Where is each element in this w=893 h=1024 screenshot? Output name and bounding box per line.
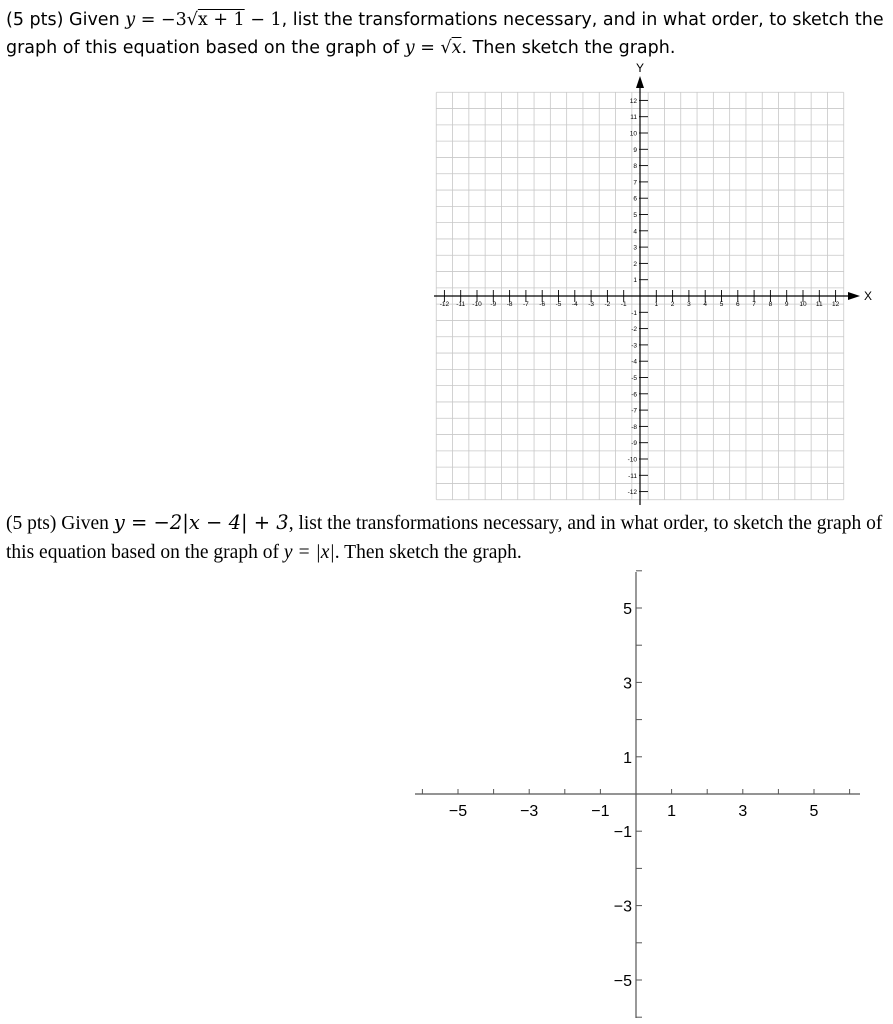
graph-1-y-tick-label: -8 — [631, 423, 637, 431]
graph-1-x-tick-label: -11 — [456, 301, 466, 308]
q2-text-a: , list the transformations necessary, and in what order, to sketch the graph of this equation based on the graph of — [6, 513, 883, 563]
graph-1-y-tick-label: -2 — [631, 326, 637, 334]
graph-2-x-tick-label: −3 — [520, 803, 539, 820]
q1-parent-radicand: x — [451, 38, 462, 58]
graph-1-x-tick-label: 5 — [719, 301, 724, 308]
graph-1-x-tick-label: -2 — [604, 301, 611, 308]
graph-1-y-tick-label: 8 — [633, 163, 637, 171]
q1-text-b: . Then sketch the graph. — [461, 38, 676, 58]
graph-1-y-tick-label: 1 — [633, 277, 637, 285]
q1-points: (5 pts) — [6, 10, 64, 30]
graph-1-x-tick-label: 8 — [768, 301, 773, 308]
q2-given-word: Given — [61, 513, 109, 534]
graph-1-x-tick-label: -5 — [555, 301, 562, 308]
graph-2-y-tick-label: −3 — [613, 898, 632, 916]
graph-1-x-tick-label: 3 — [687, 301, 691, 308]
graph-1-y-tick-label: -10 — [627, 456, 637, 464]
graph-1-x-tick-label: -9 — [490, 301, 497, 308]
graph-2-y-tick-label: −1 — [613, 824, 632, 842]
graph-1-x-tick-label: -3 — [588, 301, 594, 308]
graph-2-y-tick-label: −5 — [613, 973, 632, 990]
graph-1-x-tick-label: 2 — [670, 301, 675, 308]
graph-1-y-tick-label: -1 — [631, 309, 637, 317]
graph-1-y-tick-label: 9 — [633, 146, 637, 154]
graph-1-y-tick-label: 2 — [633, 260, 637, 268]
graph-1-x-tick-label: 12 — [831, 301, 840, 308]
graph-1-x-tick-label: 9 — [784, 301, 789, 308]
graph-1-y-tick-label: 10 — [629, 130, 637, 138]
x-axis-arrow-icon — [848, 292, 860, 300]
graph-2-y-tick-label: 5 — [623, 601, 632, 618]
graph-2-x-tick-label: −5 — [448, 803, 468, 820]
q1-given-word: Given — [69, 10, 120, 30]
graph-2-x-tick-label: 5 — [809, 803, 819, 820]
graph-1-y-tick-label: -5 — [631, 375, 637, 382]
sqrt-symbol-icon: √ — [186, 10, 198, 30]
graph-1-y-axis-name: Y — [636, 61, 645, 75]
graph-2-y-tick-label: 3 — [623, 675, 632, 693]
graph-1-x-tick-label: 7 — [752, 301, 756, 308]
graph-1-y-tick-label: -3 — [631, 342, 637, 350]
graph-1-x-tick-label: -7 — [523, 301, 529, 308]
graph-1-x-tick-label: -4 — [571, 301, 578, 308]
q1-eq-coef: = −3 — [135, 10, 187, 30]
graph-1-y-tick-label: -11 — [628, 472, 637, 480]
graph-1-y-tick-label: -12 — [627, 489, 637, 497]
q2-equation: y = −2|x − 4| + 3 — [113, 511, 289, 534]
graph-1-y-tick-label: 4 — [633, 228, 637, 236]
graph-1-x-axis-name: X — [864, 289, 873, 303]
graph-1-y-tick-label: 11 — [630, 114, 637, 122]
q2-points: (5 pts) — [6, 513, 57, 534]
q2-parent-function: y = |x| — [283, 542, 335, 563]
graph-1-y-tick-label: -7 — [631, 407, 637, 415]
graph-1-y-tick-label: 5 — [633, 212, 637, 219]
graph-1-x-tick-label: 1 — [654, 301, 659, 308]
graph-1-axes — [434, 61, 872, 505]
graph-1-y-tick-label: 3 — [633, 244, 637, 252]
q1-text-a: , list the transformations necessary, and in what order, to sketch the graph of this equation based on the graph of — [6, 10, 884, 58]
q1-eq-radicand: x + 1 — [197, 10, 245, 30]
graph-1-y-tick-label: -6 — [631, 391, 637, 399]
graph-1-y-tick-label: 12 — [629, 97, 637, 105]
graph-2-x-tick-label: 1 — [667, 803, 677, 820]
y-axis-arrow-icon — [636, 76, 644, 88]
graph-1-y-tick-label: -4 — [631, 358, 637, 366]
graph-1-y-tick-label: 7 — [633, 179, 637, 187]
graph-1-x-tick-label: 11 — [815, 301, 823, 308]
graph-1-x-tick-label: -8 — [506, 301, 513, 308]
graph-2-y-tick-label: 1 — [623, 749, 632, 767]
graph-2-x-tick-label: 3 — [738, 803, 748, 820]
q2-text-b: . Then sketch the graph. — [334, 542, 522, 563]
graph-1-x-tick-label: -1 — [620, 301, 627, 308]
graph-1-x-tick-label: -12 — [439, 301, 450, 308]
q1-parent-eq: = — [414, 38, 441, 58]
q1-parent-lhs: y — [404, 38, 415, 58]
graph-1-y-tick-label: -9 — [631, 440, 637, 448]
graph-1-x-tick-label: 6 — [735, 301, 740, 308]
q1-eq-tail: − 1 — [244, 10, 282, 30]
graph-1-x-tick-label: -6 — [539, 301, 546, 308]
graph-2-x-tick-label: −1 — [591, 803, 610, 820]
q1-eq-lhs: y — [125, 10, 136, 30]
sqrt-symbol-icon: √ — [440, 38, 452, 58]
graph-1-x-tick-label: 4 — [703, 301, 708, 308]
graph-1-x-tick-label: 10 — [799, 301, 807, 308]
graph-1-x-tick-label: -10 — [472, 301, 482, 308]
graph-1-y-tick-label: 6 — [633, 195, 637, 203]
